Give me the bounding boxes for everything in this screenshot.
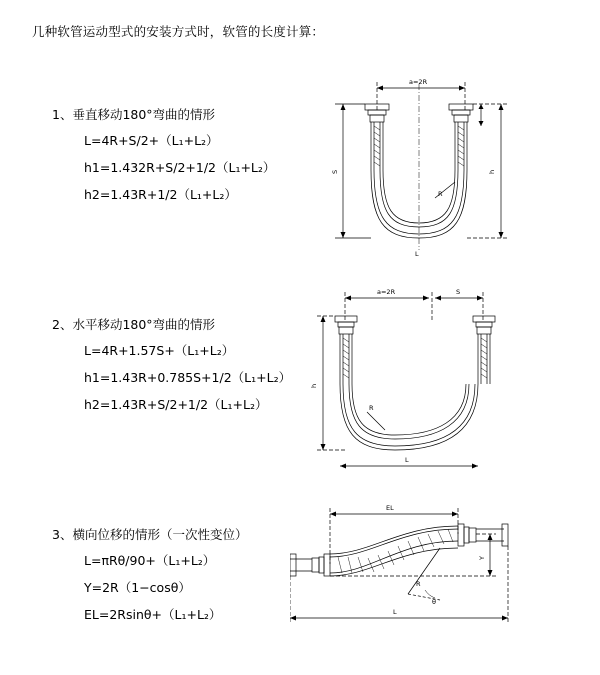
figure-2-label-a: a=2R [377,288,396,296]
figure-1-label-R: R [438,190,443,198]
section-3-formula-3: EL=2Rsinθ+（L₁+L₂） [84,607,222,622]
section-1-text [52,105,302,212]
figure-3-label-Y: Y [478,556,486,560]
section-3-text [52,525,302,632]
figure-3-label-EL: EL [386,504,394,512]
page-title: 几种软管运动型式的安装方式时，软管的长度计算： [32,24,325,39]
lateral-displacement-diagram [290,490,530,640]
section-1-formula-3: h2=1.43R+1/2（L₁+L₂） [84,187,237,202]
figure-1-label-a: a=2R [409,78,428,86]
figure-1-label-h: h [488,169,496,174]
figure-1-label-L: L [415,250,419,258]
figure-3-label-theta: θ [432,598,436,606]
section-1-formula-2: h1=1.432R+S/2+1/2（L₁+L₂） [84,160,276,175]
figure-1-label-S: S [331,169,339,174]
figure-3-label-L: L [393,608,397,616]
vertical-180-bend-diagram [305,70,535,270]
section-2-formula-3: h2=1.43R+S/2+1/2（L₁+L₂） [84,397,268,412]
section-3-title: 3、横向位移的情形（一次性变位） [52,527,248,542]
section-2-text [52,315,302,422]
section-3-formula-1: L=πRθ/90+（L₁+L₂） [84,553,216,568]
section-2-formula-2: h1=1.43R+0.785S+1/2（L₁+L₂） [84,370,292,385]
section-2-formula-1: L=4R+1.57S+（L₁+L₂） [84,343,235,358]
figure-2-label-S: S [456,288,461,296]
section-1-formula-1: L=4R+S/2+（L₁+L₂） [84,133,219,148]
section-1-title: 1、垂直移动180°弯曲的情形 [52,107,216,122]
figure-2-label-R: R [369,404,374,412]
figure-2-label-L: L [405,456,409,464]
figure-2-label-h: h [310,383,318,388]
figure-3-label-R: R [416,580,421,588]
horizontal-180-bend-diagram [305,280,535,480]
section-2-title: 2、水平移动180°弯曲的情形 [52,317,216,332]
section-3-formula-2: Y=2R（1−cosθ） [84,580,191,595]
